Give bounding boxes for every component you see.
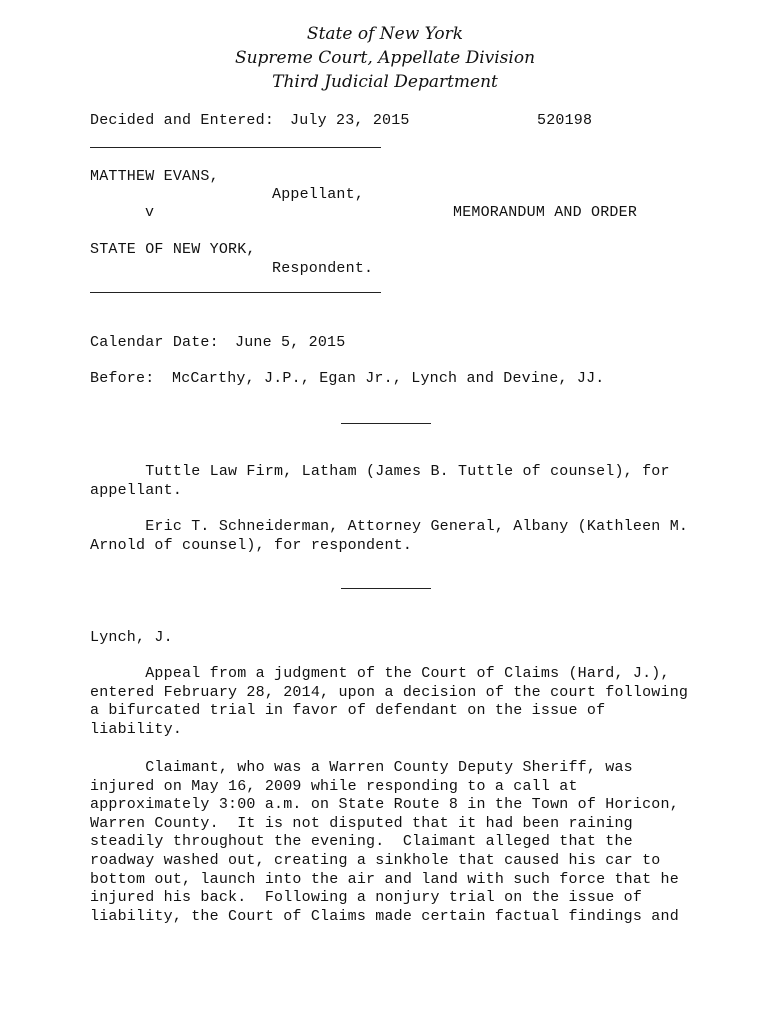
appellant-counsel: Tuttle Law Firm, Latham (James B. Tuttle of counsel), for appellant. <box>90 463 670 499</box>
opinion-paragraph-2: Claimant, who was a Warren County Deputy Sheriff, was injured on May 16, 2009 while responding to a call at approximately 3:00 a.m. on State Route 8 in the Town of Horicon, Warren County. It is not disputed that it had been raining steadily throughout the evening. Claimant alleged that the roadway washed out, creating a sinkhole that caused his car to bottom out, launch into the air and land with such force that he injured his back. Following a nonjury trial on the issue of liability, the Court of Claims made certain factual findings and <box>90 759 679 925</box>
court-name: Supreme Court, Appellate Division <box>234 48 536 68</box>
court-department: Third Judicial Department <box>272 72 498 92</box>
respondent-counsel: Eric T. Schneiderman, Attorney General, Albany (Kathleen M. Arnold of counsel), for respondent. <box>90 518 689 554</box>
section-divider-1 <box>341 423 431 424</box>
court-header <box>0 22 770 94</box>
respondent-role: Respondent. <box>272 260 374 277</box>
court-state: State of New York <box>306 24 464 44</box>
opinion-paragraph-1: Appeal from a judgment of the Court of Claims (Hard, J.), entered February 28, 2014, upon a decision of the court following a bifurcated trial in favor of defendant on the issue of liability. <box>90 665 689 738</box>
appellant-role: Appellant, <box>272 186 365 203</box>
document-type: MEMORANDUM AND ORDER <box>453 204 638 221</box>
appellant-name: MATTHEW EVANS, <box>90 168 219 185</box>
before-label: Before: <box>90 370 155 387</box>
respondent-name: STATE OF NEW YORK, <box>90 241 256 258</box>
panel-judges: McCarthy, J.P., Egan Jr., Lynch and Devine, JJ. <box>172 370 605 387</box>
caption-bottom-rule <box>90 292 381 293</box>
section-divider-2 <box>341 588 431 589</box>
calendar-label: Calendar Date: <box>90 334 219 351</box>
calendar-date: June 5, 2015 <box>235 334 346 351</box>
opinion-author: Lynch, J. <box>90 629 173 646</box>
caption-top-rule <box>90 147 381 148</box>
decided-date: July 23, 2015 <box>290 112 410 129</box>
decided-label: Decided and Entered: <box>90 112 275 129</box>
docket-number: 520198 <box>537 112 593 129</box>
versus: v <box>145 204 155 221</box>
